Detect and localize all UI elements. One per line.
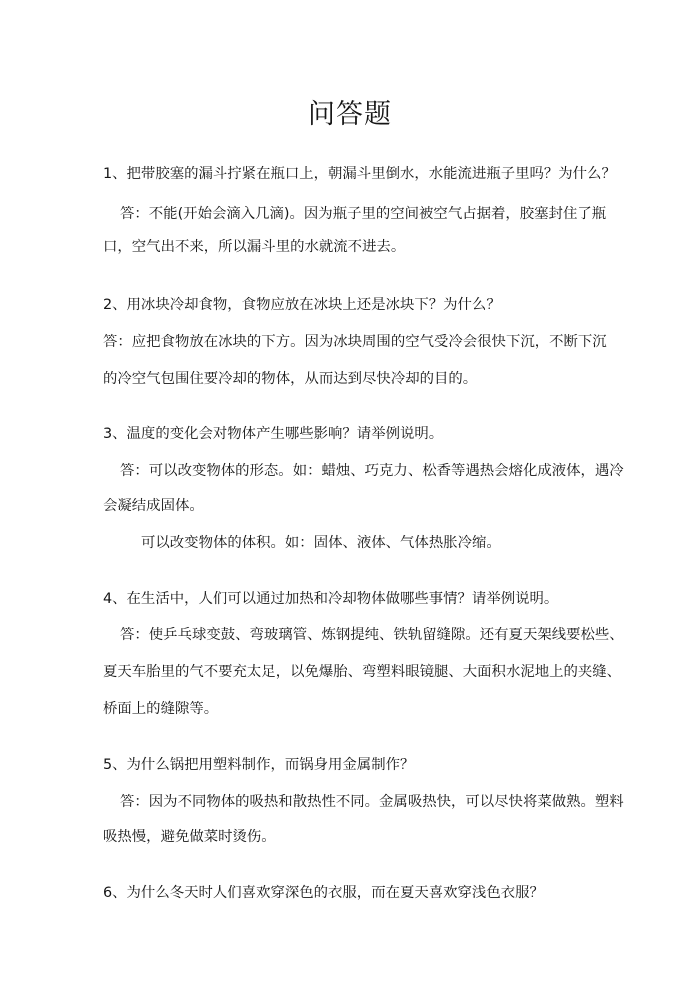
- answer-2-line-1: 答：应把食物放在冰块的下方。因为冰块周围的空气受冷会很快下沉，不断下沉: [103, 334, 607, 350]
- answer-1-line-1: 答：不能(开始会滴入几滴)。因为瓶子里的空间被空气占据着，胶塞封住了瓶: [120, 206, 607, 222]
- answer-4-line-3: 桥面上的缝隙等。: [103, 701, 219, 717]
- answer-5-line-1: 答：因为不同物体的吸热和散热性不同。金属吸热快，可以尽快将菜做熟。塑料: [120, 794, 624, 810]
- answer-3-line-2: 会凝结成固体。: [103, 498, 204, 514]
- question-3: 3、温度的变化会对物体产生哪些影响？请举例说明。: [103, 426, 444, 442]
- answer-2-line-2: 的冷空气包围住要冷却的物体，从而达到尽快冷却的目的。: [103, 371, 478, 387]
- question-4: 4、在生活中，人们可以通过加热和冷却物体做哪些事情？请举例说明。: [103, 591, 559, 607]
- question-2: 2、用冰块冷却食物，食物应放在冰块上还是冰块下？为什么？: [103, 297, 501, 313]
- answer-3-line-1: 答：可以改变物体的形态。如：蜡烛、巧克力、松香等遇热会熔化成液体，遇冷: [120, 463, 624, 479]
- answer-1-line-2: 口，空气出不来，所以漏斗里的水就流不进去。: [103, 239, 406, 255]
- question-5: 5、为什么锅把用塑料制作，而锅身用金属制作？: [103, 757, 415, 773]
- answer-4-line-1: 答：使乒乓球变鼓、弯玻璃管、炼钢提纯、铁轨留缝隙。还有夏天架线要松些、: [120, 627, 624, 643]
- page-title: 问答题: [308, 99, 392, 130]
- answer-3-line-3: 可以改变物体的体积。如：固体、液体、气体热胀冷缩。: [141, 535, 501, 551]
- answer-5-line-2: 吸热慢，避免做菜时烫伤。: [103, 829, 276, 845]
- question-1: 1、把带胶塞的漏斗拧紧在瓶口上，朝漏斗里倒水，水能流进瓶子里吗？为什么？: [103, 166, 616, 182]
- question-6: 6、为什么冬天时人们喜欢穿深色的衣服，而在夏天喜欢穿浅色衣服？: [103, 885, 544, 901]
- answer-4-line-2: 夏天车胎里的气不要充太足，以免爆胎、弯塑料眼镜腿、大面积水泥地上的夹缝、: [103, 664, 622, 680]
